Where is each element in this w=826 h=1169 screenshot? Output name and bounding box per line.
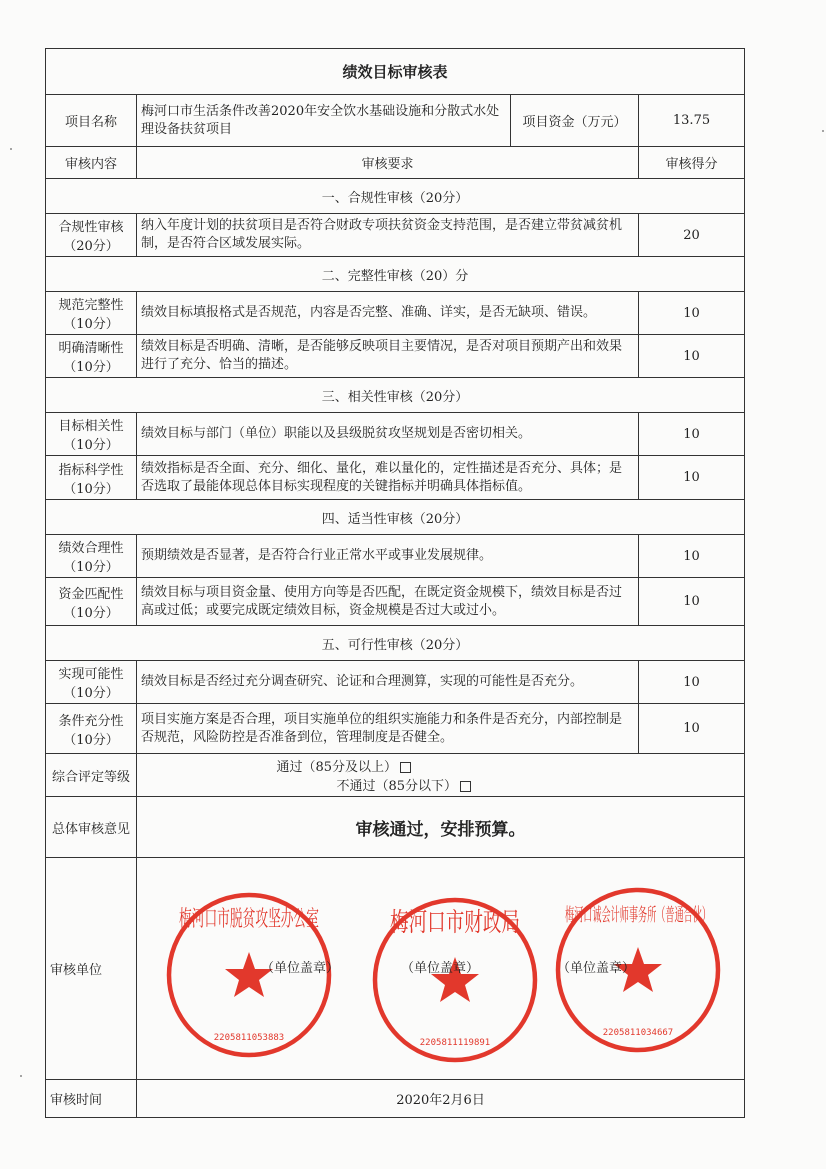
seal-text: 梅河口诚会计师事务所（普通合伙） [565, 905, 711, 926]
item-score: 10 [639, 535, 745, 578]
item-name: 规范完整性 （10分） [46, 292, 137, 335]
item-name: 资金匹配性 （10分） [46, 578, 137, 626]
item-name: 指标科学性 （10分） [46, 456, 137, 500]
item-requirement: 纳入年度计划的扶贫项目是否符合财政专项扶贫资金支持范围，是否建立带贫减贫机制，是否符合区域发展实际。 [137, 214, 639, 257]
item-name: 目标相关性 （10分） [46, 413, 137, 456]
item-requirement: 绩效指标是否全面、充分、细化、量化，难以量化的，定性描述是否充分、具体；是否选取了最能体现总体目标实现程度的关键指标并明确具体指标值。 [137, 456, 639, 500]
item-score: 10 [639, 292, 745, 335]
item-score: 10 [639, 413, 745, 456]
project-fund-label: 项目资金（万元） [511, 95, 639, 147]
item-score: 20 [639, 214, 745, 257]
rating-label: 综合评定等级 [46, 754, 137, 797]
section-title: 五、可行性审核（20分） [46, 626, 745, 661]
seal-label: （单位盖章） [261, 961, 340, 976]
header-requirement: 审核要求 [137, 147, 639, 179]
header-score: 审核得分 [639, 147, 745, 179]
section-title: 二、完整性审核（20）分 [46, 257, 745, 292]
form-title: 绩效目标审核表 [46, 49, 745, 95]
seal-number: 2205811053883 [213, 1033, 285, 1043]
item-score: 10 [639, 704, 745, 754]
project-fund: 13.75 [639, 95, 745, 147]
seal-finance-bureau-icon [370, 895, 540, 1065]
seal-text: 梅河口市财政局 [390, 908, 520, 938]
item-requirement: 绩效目标填报格式是否规范，内容是否完整、准确、详实，是否无缺项、错误。 [137, 292, 639, 335]
item-requirement: 绩效目标与项目资金量、使用方向等是否匹配，在既定资金规模下，绩效目标是否过高或过低；或要完成既定绩效目标，资金规模是否过大或过小。 [137, 578, 639, 626]
item-requirement: 绩效目标与部门（单位）职能以及县级脱贫攻坚规划是否密切相关。 [137, 413, 639, 456]
item-requirement: 绩效目标是否经过充分调查研究、论证和合理测算，实现的可能性是否充分。 [137, 661, 639, 704]
item-requirement: 绩效目标是否明确、清晰，是否能够反映项目主要情况，是否对项目预期产出和效果进行了充分、恰当的描述。 [137, 335, 639, 378]
seal-number: 2205811119891 [419, 1038, 491, 1048]
time-label: 审核时间 [46, 1080, 137, 1118]
seal-text: 梅河口市脱贫攻坚办公室 [179, 907, 319, 932]
seal-label: （单位盖章） [401, 961, 480, 976]
section-title: 三、相关性审核（20分） [46, 378, 745, 413]
seal-label: （单位盖章） [557, 961, 636, 976]
item-requirement: 项目实施方案是否合理，项目实施单位的组织实施能力和条件是否充分，内部控制是否规范，风险防控是否准备到位，管理制度是否健全。 [137, 704, 639, 754]
item-name: 绩效合理性 （10分） [46, 535, 137, 578]
item-score: 10 [639, 456, 745, 500]
rating-fail-checkbox[interactable] [460, 781, 471, 792]
item-score: 10 [639, 335, 745, 378]
overall-opinion: 审核通过，安排预算。 [137, 797, 745, 858]
rating-pass-checkbox[interactable] [400, 762, 411, 773]
seal-area [137, 858, 745, 1080]
header-content: 审核内容 [46, 147, 137, 179]
rating-pass-label: 通过（85分及以上） [276, 760, 397, 775]
item-name: 合规性审核 （20分） [46, 214, 137, 257]
item-score: 10 [639, 578, 745, 626]
item-name: 实现可能性 （10分） [46, 661, 137, 704]
section-title: 四、适当性审核（20分） [46, 500, 745, 535]
project-name-label: 项目名称 [46, 95, 137, 147]
project-name: 梅河口市生活条件改善2020年安全饮水基础设施和分散式水处理设备扶贫项目 [137, 95, 511, 147]
item-score: 10 [639, 661, 745, 704]
section-title: 一、合规性审核（20分） [46, 179, 745, 214]
seal-number: 2205811034667 [602, 1028, 674, 1038]
item-name: 条件充分性 （10分） [46, 704, 137, 754]
item-name: 明确清晰性 （10分） [46, 335, 137, 378]
rating-fail-label: 不通过（85分以下） [336, 779, 457, 794]
unit-label: 审核单位 [46, 858, 137, 1080]
rating-options [137, 754, 745, 797]
audit-date: 2020年2月6日 [137, 1080, 745, 1118]
opinion-label: 总体审核意见 [46, 797, 137, 858]
performance-audit-form [45, 48, 745, 1118]
item-requirement: 预期绩效是否显著，是否符合行业正常水平或事业发展规律。 [137, 535, 639, 578]
